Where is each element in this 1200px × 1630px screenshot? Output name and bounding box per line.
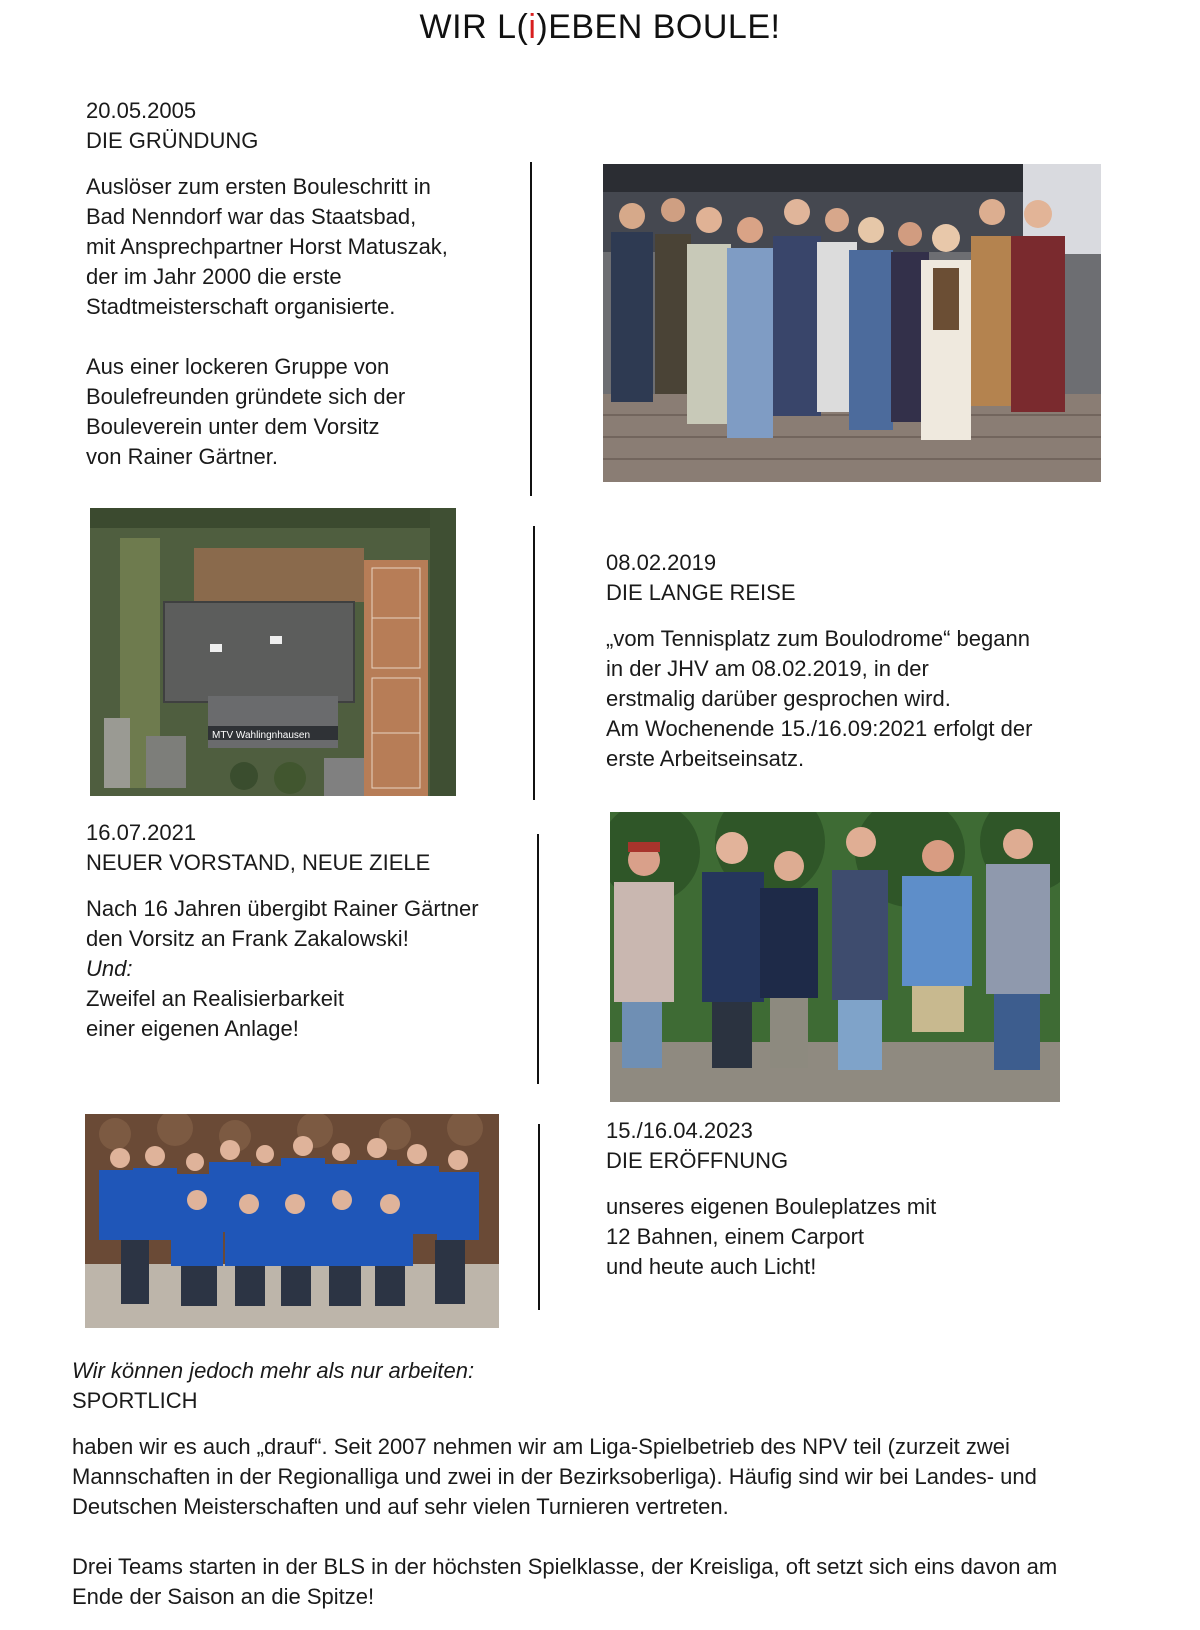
- text-line: haben wir es auch „drauf“. Seit 2007 nehmen wir am Liga-Spielbetrieb des NPV teil (zurzeit zwei: [72, 1434, 1010, 1459]
- text-line: mit Ansprechpartner Horst Matuszak,: [86, 234, 448, 259]
- text-line: Auslöser zum ersten Bouleschritt in: [86, 174, 431, 199]
- text-line: von Rainer Gärtner.: [86, 444, 278, 469]
- team-jackets-photo: [85, 1114, 499, 1328]
- text-line: und heute auch Licht!: [606, 1254, 817, 1279]
- section-date: 20.05.2005: [86, 98, 197, 123]
- board-group-photo: [610, 812, 1060, 1102]
- text-line: Boulefreunden gründete sich der: [86, 384, 406, 409]
- text-line: „vom Tennisplatz zum Boulodrome“ begann: [606, 626, 1030, 651]
- section-neuer-vorstand: [86, 818, 479, 1044]
- timeline-divider: [530, 162, 532, 496]
- text-line: Nach 16 Jahren übergibt Rainer Gärtner: [86, 896, 479, 921]
- sport-intro: Wir können jedoch mehr als nur arbeiten:: [72, 1358, 475, 1383]
- title-accent-letter: i: [528, 8, 537, 46]
- text-line: einer eigenen Anlage!: [86, 1016, 299, 1041]
- aerial-sign-text: MTV Wahlingnhausen: [212, 730, 311, 741]
- section-sportlich: [72, 1356, 1057, 1612]
- text-line: Am Wochenende 15./16.09:2021 erfolgt der: [606, 716, 1033, 741]
- text-line: Bad Nenndorf war das Staatsbad,: [86, 204, 417, 229]
- section-heading: NEUER VORSTAND, NEUE ZIELE: [86, 850, 431, 875]
- text-line: erste Arbeitseinsatz.: [606, 746, 805, 771]
- section-heading: SPORTLICH: [72, 1388, 198, 1413]
- text-line: in der JHV am 08.02.2019, in der: [606, 656, 929, 681]
- section-heading: DIE GRÜNDUNG: [86, 128, 259, 153]
- section-date: 08.02.2019: [606, 550, 717, 575]
- section-date: 15./16.04.2023: [606, 1118, 753, 1143]
- text-line: Ende der Saison an die Spitze!: [72, 1584, 375, 1609]
- timeline-divider: [538, 1124, 540, 1310]
- section-date: 16.07.2021: [86, 820, 197, 845]
- text-line: unseres eigenen Bouleplatzes mit: [606, 1194, 937, 1219]
- section-gruendung: [86, 96, 448, 472]
- text-line-italic: Und:: [86, 956, 133, 981]
- section-eroeffnung: [606, 1116, 936, 1282]
- text-line: erstmalig darüber gesprochen wird.: [606, 686, 951, 711]
- founding-group-photo: [603, 164, 1101, 482]
- section-lange-reise: [606, 548, 1032, 774]
- timeline-divider: [533, 526, 535, 800]
- text-line: Deutschen Meisterschaften und auf sehr vielen Turnieren vertreten.: [72, 1494, 729, 1519]
- text-line: Drei Teams starten in der BLS in der höchsten Spielklasse, der Kreisliga, oft setzt sich eins davon am: [72, 1554, 1058, 1579]
- section-heading: DIE LANGE REISE: [606, 580, 796, 605]
- text-line: Bouleverein unter dem Vorsitz: [86, 414, 380, 439]
- text-line: den Vorsitz an Frank Zakalowski!: [86, 926, 409, 951]
- page-title: [0, 8, 1200, 47]
- aerial-site-photo: [90, 508, 456, 796]
- title-part-1: WIR L(: [419, 8, 529, 46]
- text-line: 12 Bahnen, einem Carport: [606, 1224, 865, 1249]
- timeline-divider: [537, 834, 539, 1084]
- text-line: Zweifel an Realisierbarkeit: [86, 986, 344, 1011]
- text-line: Stadtmeisterschaft organisierte.: [86, 294, 396, 319]
- section-heading: DIE ERÖFFNUNG: [606, 1148, 789, 1173]
- text-line: Mannschaften in der Regionalliga und zwei in der Bezirksoberliga). Häufig sind wir bei Landes- und: [72, 1464, 1037, 1489]
- title-part-2: )EBEN BOULE!: [536, 8, 781, 46]
- text-line: Aus einer lockeren Gruppe von: [86, 354, 390, 379]
- text-line: der im Jahr 2000 die erste: [86, 264, 342, 289]
